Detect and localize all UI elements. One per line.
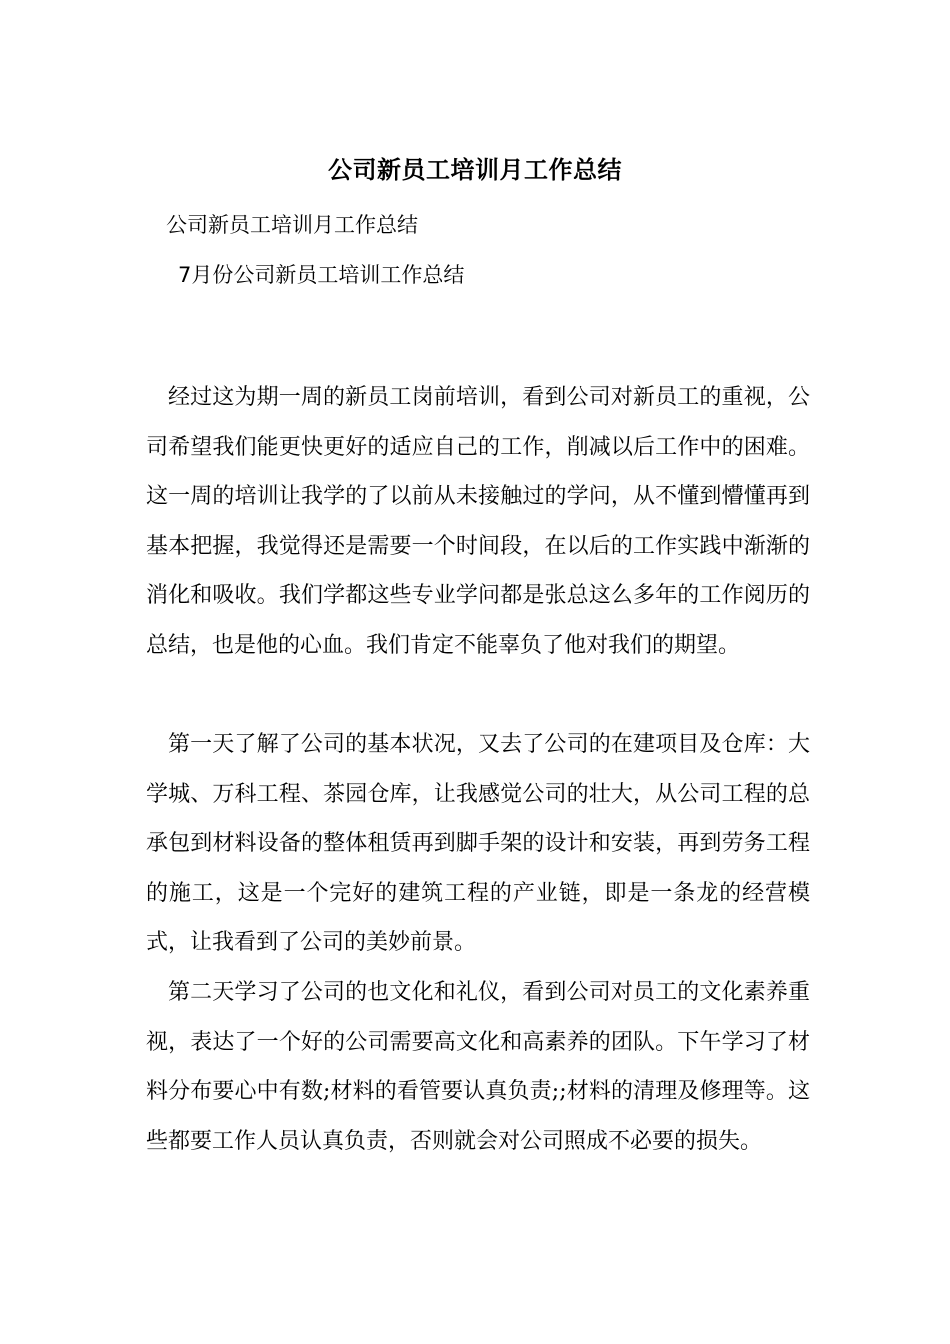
document-date-heading: 7月份公司新员工培训工作总结: [178, 263, 465, 287]
body-paragraph-2: 第一天了解了公司的基本状况，又去了公司的在建项目及仓库：大学城、万科工程、茶园仓库，让我感觉公司的壮大，从公司工程的总承包到材料设备的整体租赁再到脚手架的设计和安装，再到劳务工程的施工，这是一个完好的建筑工程的产业链，即是一条龙的经营模式，让我看到了公司的美妙前景。: [146, 732, 810, 955]
document-subtitle: 公司新员工培训月工作总结: [166, 213, 418, 237]
body-paragraph-1: 经过这为期一周的新员工岗前培训，看到公司对新员工的重视，公司希望我们能更快更好的适应自己的工作，削减以后工作中的困难。这一周的培训让我学的了以前从未接触过的学问，从不懂到懵懂再到基本把握，我觉得还是需要一个时间段，在以后的工作实践中渐渐的消化和吸收。我们学都这些专业学问都是张总这么多年的工作阅历的总结，也是他的心血。我们肯定不能辜负了他对我们的期望。: [146, 385, 810, 658]
document-title: 公司新员工培训月工作总结: [328, 155, 622, 184]
body-paragraph-3: 第二天学习了公司的也文化和礼仪，看到公司对员工的文化素养重视，表达了一个好的公司需要高文化和高素养的团队。下午学习了材料分布要心中有数;材料的看管要认真负责;;材料的清理及修理等。这些都要工作人员认真负责，否则就会对公司照成不必要的损失。: [146, 980, 810, 1154]
